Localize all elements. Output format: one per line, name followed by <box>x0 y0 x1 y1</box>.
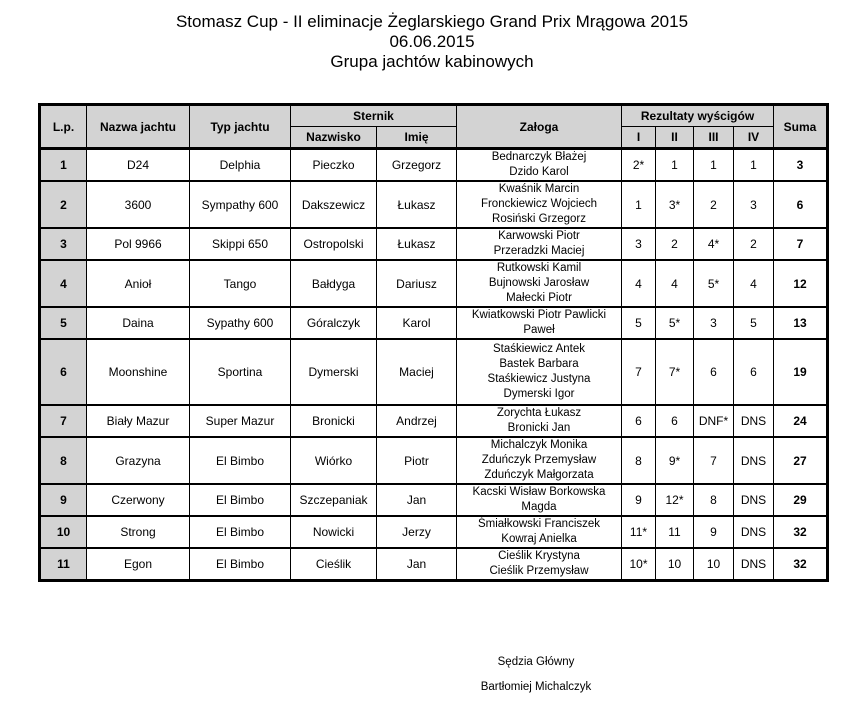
cell-lp: 5 <box>40 307 87 339</box>
crew-member: Śmiałkowski Franciszek <box>477 518 601 530</box>
cell-sum: 32 <box>774 516 828 548</box>
cell-race-4: 1 <box>734 149 774 182</box>
cell-race-1: 2* <box>622 149 656 182</box>
table-row <box>40 339 828 405</box>
cell-race-1: 7 <box>622 339 656 405</box>
cell-firstname: Grzegorz <box>377 149 457 182</box>
crew-member: Bednarczyk Błażej <box>491 151 587 163</box>
crew-member: Cieślik Przemysław <box>489 565 589 577</box>
cell-race-3: 1 <box>694 149 734 182</box>
cell-yacht-type: El Bimbo <box>190 437 291 484</box>
cell-yacht-name: Biały Mazur <box>87 405 190 437</box>
cell-crew <box>457 516 622 548</box>
cell-race-3: 2 <box>694 181 734 228</box>
crew-member: Bastek Barbara <box>499 358 579 370</box>
cell-yacht-type: El Bimbo <box>190 484 291 516</box>
cell-lp: 3 <box>40 228 87 260</box>
cell-race-1: 9 <box>622 484 656 516</box>
crew-member: Magda <box>521 501 557 513</box>
crew-member: Bronicki Jan <box>507 422 571 434</box>
cell-firstname: Łukasz <box>377 181 457 228</box>
cell-sum: 24 <box>774 405 828 437</box>
cell-crew <box>457 484 622 516</box>
cell-firstname: Jerzy <box>377 516 457 548</box>
cell-race-1: 11* <box>622 516 656 548</box>
header-race-1: I <box>622 127 656 149</box>
cell-sum: 7 <box>774 228 828 260</box>
cell-crew <box>457 548 622 581</box>
cell-yacht-name: Czerwony <box>87 484 190 516</box>
cell-sum: 32 <box>774 548 828 581</box>
header-crew: Załoga <box>457 105 622 149</box>
cell-yacht-type: Tango <box>190 260 291 307</box>
results-table <box>38 103 829 582</box>
cell-race-2: 4 <box>656 260 694 307</box>
cell-crew <box>457 181 622 228</box>
header-yacht-name: Nazwa jachtu <box>87 105 190 149</box>
cell-crew <box>457 149 622 182</box>
cell-race-2: 9* <box>656 437 694 484</box>
cell-race-3: 5* <box>694 260 734 307</box>
crew-member: Staśkiewicz Antek <box>492 343 586 355</box>
cell-lp: 4 <box>40 260 87 307</box>
crew-member: Kowraj Anielka <box>501 533 577 545</box>
cell-race-1: 6 <box>622 405 656 437</box>
cell-race-2: 5* <box>656 307 694 339</box>
crew-member: Paweł <box>523 324 555 336</box>
crew-member: Fronckiewicz Wojciech <box>480 198 598 210</box>
cell-yacht-type: Skippi 650 <box>190 228 291 260</box>
cell-race-3: 8 <box>694 484 734 516</box>
crew-member: Cieślik Krystyna <box>498 550 580 562</box>
header-lp: L.p. <box>40 105 87 149</box>
header-surname: Nazwisko <box>291 127 377 149</box>
crew-member: Rosiński Grzegorz <box>492 213 586 225</box>
cell-crew <box>457 339 622 405</box>
table-header <box>40 105 828 149</box>
cell-surname: Cieślik <box>291 548 377 581</box>
cell-race-4: 2 <box>734 228 774 260</box>
document-header <box>0 12 864 72</box>
cell-yacht-type: Delphia <box>190 149 291 182</box>
cell-yacht-type: El Bimbo <box>190 548 291 581</box>
cell-race-3: 3 <box>694 307 734 339</box>
cell-firstname: Jan <box>377 548 457 581</box>
table-body <box>40 149 828 581</box>
cell-lp: 11 <box>40 548 87 581</box>
cell-firstname: Andrzej <box>377 405 457 437</box>
cell-surname: Dymerski <box>291 339 377 405</box>
chief-judge-label: Sędzia Główny <box>497 656 575 668</box>
crew-member: Dzido Karol <box>509 166 569 178</box>
cell-crew <box>457 228 622 260</box>
cell-yacht-name: Daina <box>87 307 190 339</box>
cell-yacht-type: Sypathy 600 <box>190 307 291 339</box>
crew-member: Staśkiewicz Justyna <box>487 373 591 385</box>
crew-member: Zorychta Łukasz <box>496 407 582 419</box>
cell-race-1: 3 <box>622 228 656 260</box>
cell-firstname: Karol <box>377 307 457 339</box>
table-row <box>40 307 828 339</box>
document-group: Grupa jachtów kabinowych <box>330 52 534 71</box>
cell-lp: 2 <box>40 181 87 228</box>
crew-member: Michalczyk Monika <box>490 439 588 451</box>
cell-race-4: DNS <box>734 484 774 516</box>
cell-sum: 12 <box>774 260 828 307</box>
header-sum: Suma <box>774 105 828 149</box>
cell-race-2: 1 <box>656 149 694 182</box>
cell-race-2: 2 <box>656 228 694 260</box>
cell-race-2: 10 <box>656 548 694 581</box>
cell-race-1: 10* <box>622 548 656 581</box>
cell-yacht-name: Egon <box>87 548 190 581</box>
header-yacht-type: Typ jachtu <box>190 105 291 149</box>
table-row <box>40 228 828 260</box>
header-race-2: II <box>656 127 694 149</box>
crew-member: Zduńczyk Małgorzata <box>484 469 594 481</box>
cell-yacht-name: Pol 9966 <box>87 228 190 260</box>
cell-sum: 6 <box>774 181 828 228</box>
crew-member: Kacski Wisław Borkowska <box>472 486 606 498</box>
cell-race-4: 5 <box>734 307 774 339</box>
cell-yacht-name: Strong <box>87 516 190 548</box>
cell-race-4: DNS <box>734 548 774 581</box>
cell-yacht-type: Super Mazur <box>190 405 291 437</box>
cell-surname: Bałdyga <box>291 260 377 307</box>
cell-firstname: Maciej <box>377 339 457 405</box>
cell-surname: Bronicki <box>291 405 377 437</box>
header-helmsman: Sternik <box>291 105 457 127</box>
cell-yacht-name: Moonshine <box>87 339 190 405</box>
crew-member: Kwaśnik Marcin <box>498 183 580 195</box>
cell-race-4: 4 <box>734 260 774 307</box>
cell-race-3: 10 <box>694 548 734 581</box>
cell-yacht-name: Anioł <box>87 260 190 307</box>
document-date: 06.06.2015 <box>389 32 475 51</box>
cell-race-4: DNS <box>734 405 774 437</box>
cell-lp: 1 <box>40 149 87 182</box>
cell-crew <box>457 307 622 339</box>
table-row <box>40 484 828 516</box>
cell-race-3: 9 <box>694 516 734 548</box>
cell-race-3: 6 <box>694 339 734 405</box>
crew-member: Karwowski Piotr <box>498 230 580 242</box>
cell-sum: 3 <box>774 149 828 182</box>
cell-yacht-type: Sportina <box>190 339 291 405</box>
cell-yacht-name: Grazyna <box>87 437 190 484</box>
table-row <box>40 260 828 307</box>
cell-surname: Nowicki <box>291 516 377 548</box>
cell-lp: 8 <box>40 437 87 484</box>
cell-lp: 6 <box>40 339 87 405</box>
table-row <box>40 181 828 228</box>
chief-judge-name: Bartłomiej Michalczyk <box>480 681 592 693</box>
cell-sum: 19 <box>774 339 828 405</box>
cell-surname: Pieczko <box>291 149 377 182</box>
table-row <box>40 437 828 484</box>
table-row <box>40 548 828 581</box>
cell-race-1: 5 <box>622 307 656 339</box>
cell-race-1: 8 <box>622 437 656 484</box>
cell-yacht-type: El Bimbo <box>190 516 291 548</box>
cell-surname: Ostropolski <box>291 228 377 260</box>
cell-surname: Szczepaniak <box>291 484 377 516</box>
cell-yacht-type: Sympathy 600 <box>190 181 291 228</box>
crew-member: Kwiatkowski Piotr Pawlicki <box>471 309 607 321</box>
cell-race-4: 3 <box>734 181 774 228</box>
document-title: Stomasz Cup - II eliminacje Żeglarskiego Grand Prix Mrągowa 2015 <box>175 12 689 31</box>
cell-sum: 27 <box>774 437 828 484</box>
crew-member: Dymerski Igor <box>503 388 575 400</box>
cell-race-2: 7* <box>656 339 694 405</box>
cell-surname: Wiórko <box>291 437 377 484</box>
cell-crew <box>457 437 622 484</box>
cell-lp: 10 <box>40 516 87 548</box>
cell-crew <box>457 405 622 437</box>
cell-yacht-name: D24 <box>87 149 190 182</box>
table-row <box>40 149 828 182</box>
cell-race-2: 12* <box>656 484 694 516</box>
cell-sum: 29 <box>774 484 828 516</box>
cell-firstname: Dariusz <box>377 260 457 307</box>
cell-surname: Góralczyk <box>291 307 377 339</box>
cell-race-4: 6 <box>734 339 774 405</box>
cell-race-3: 4* <box>694 228 734 260</box>
cell-race-1: 4 <box>622 260 656 307</box>
crew-member: Zduńczyk Przemysław <box>481 454 597 466</box>
cell-race-3: DNF* <box>694 405 734 437</box>
crew-member: Małecki Piotr <box>506 292 572 304</box>
cell-surname: Dakszewicz <box>291 181 377 228</box>
cell-race-3: 7 <box>694 437 734 484</box>
cell-sum: 13 <box>774 307 828 339</box>
cell-race-2: 11 <box>656 516 694 548</box>
cell-race-2: 6 <box>656 405 694 437</box>
cell-race-4: DNS <box>734 516 774 548</box>
cell-crew <box>457 260 622 307</box>
cell-firstname: Jan <box>377 484 457 516</box>
cell-firstname: Łukasz <box>377 228 457 260</box>
crew-member: Przeradzki Maciej <box>493 245 585 257</box>
header-firstname: Imię <box>377 127 457 149</box>
crew-member: Rutkowski Kamil <box>496 262 582 274</box>
cell-lp: 9 <box>40 484 87 516</box>
cell-race-4: DNS <box>734 437 774 484</box>
cell-race-2: 3* <box>656 181 694 228</box>
cell-firstname: Piotr <box>377 437 457 484</box>
header-race-results: Rezultaty wyścigów <box>622 105 774 127</box>
cell-lp: 7 <box>40 405 87 437</box>
header-race-3: III <box>694 127 734 149</box>
cell-yacht-name: 3600 <box>87 181 190 228</box>
header-race-4: IV <box>734 127 774 149</box>
table-row <box>40 516 828 548</box>
crew-member: Bujnowski Jarosław <box>488 277 590 289</box>
cell-race-1: 1 <box>622 181 656 228</box>
table-row <box>40 405 828 437</box>
